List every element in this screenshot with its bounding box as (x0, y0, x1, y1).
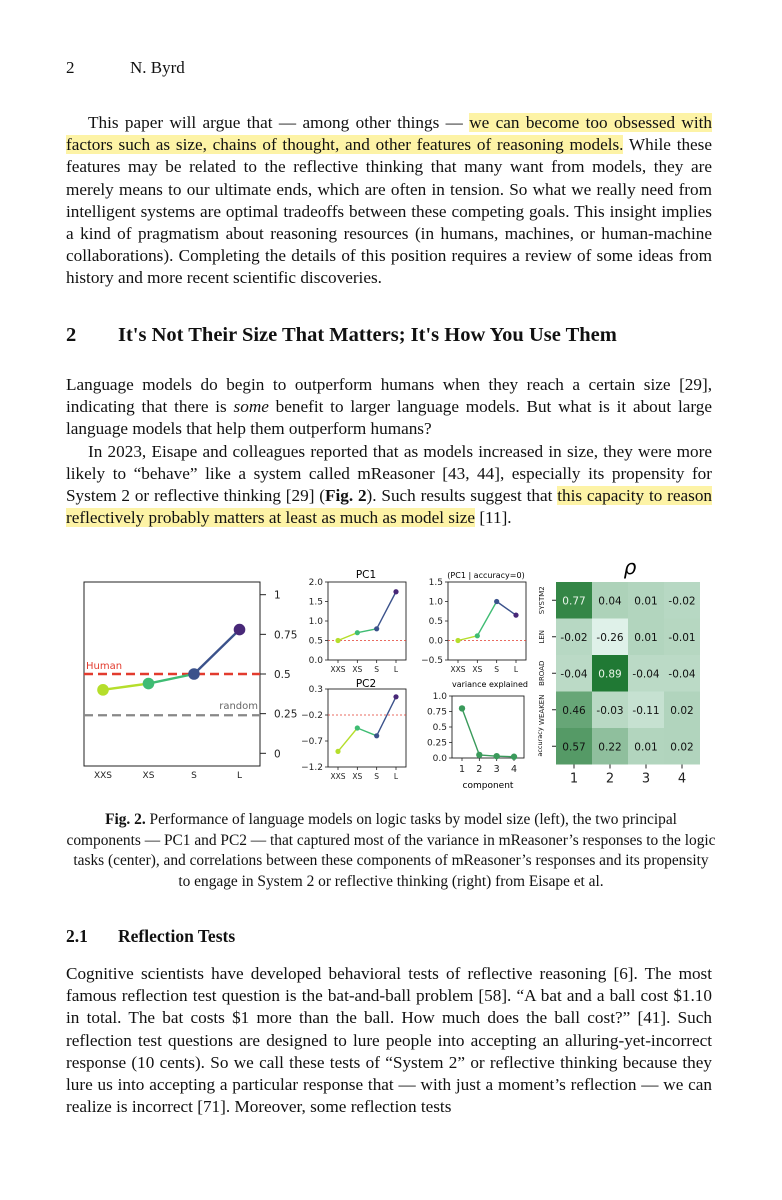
data-point (234, 624, 246, 636)
series-segment (458, 636, 477, 641)
y-tick-label: 1.5 (428, 578, 443, 588)
col-label: 4 (677, 771, 687, 787)
x-tick-label: XS (142, 771, 155, 781)
series-segment (149, 674, 195, 684)
row-label: BROAD (538, 660, 546, 686)
series-segment (357, 728, 376, 736)
y-tick-label: 0.25 (274, 708, 298, 721)
p1-text: Language models do begin to outperform humans when they reach a certain size [29], indicating that there is (66, 375, 712, 417)
heatmap-value: -0.11 (632, 704, 660, 717)
series-segment (377, 592, 396, 629)
heatmap-value: 0.02 (670, 704, 694, 717)
heatmap-value: 0.89 (598, 668, 622, 681)
y-tick-label: 0.0 (428, 636, 443, 647)
pc1-acc0-frame (448, 582, 526, 660)
series-segment (194, 630, 240, 674)
x-tick-label: L (236, 771, 243, 781)
pc2-title: PC2 (355, 678, 377, 690)
pc1-panel (309, 569, 406, 674)
data-point (97, 684, 109, 696)
heatmap-value: -0.01 (668, 631, 696, 644)
variance-xlabel: component (462, 781, 514, 791)
size-panel (84, 582, 297, 781)
reflection-text: Cognitive scientists have developed behavioral tests of reflective reasoning [6]. The most famous reflection test question is the bat-and-ball problem [58]. “A bat and a ball cost $1.10 in total. The bat costs $1 more than the ball. How much does the ball cost?” [41]. Such reflection test questions are designed to lure people into accepting an alluring-yet-incorrect response (10 cents). So we call these tests of “System 2” or reflective thinking because they lure us into accepting a particular response that — with just a moment’s reflection — we can realize is incorrect [71]. Moreover, some reflection tests (66, 964, 712, 1117)
figure-caption (66, 810, 716, 892)
data-point (188, 668, 200, 680)
x-tick-label: L (393, 772, 399, 781)
data-point (511, 754, 517, 760)
heatmap-value: 0.77 (562, 595, 586, 608)
intro-paragraph (66, 112, 712, 290)
y-tick-label: 0.5 (308, 636, 323, 647)
pc1-title: PC1 (355, 569, 377, 581)
figure-2 (0, 552, 782, 796)
x-tick-label: XS (472, 665, 483, 674)
row-label: LEN (538, 629, 546, 644)
y-tick-label: 0.5 (428, 617, 443, 627)
series-segment (357, 629, 376, 633)
data-point (513, 613, 518, 618)
x-tick-label: 3 (493, 764, 500, 775)
running-author: N. Byrd (130, 58, 185, 77)
data-point (374, 733, 379, 738)
y-tick-label: 1.0 (308, 617, 323, 627)
heatmap-value: -0.02 (668, 595, 696, 608)
y-tick-label: 0.3 (308, 685, 323, 695)
p2-highlight: this capacity to reason reflectively probably matters at least as much as model size (66, 486, 713, 528)
data-point (143, 678, 155, 690)
col-label: 2 (605, 771, 615, 787)
row-label: SYSTM2 (538, 586, 546, 615)
y-tick-label: 0.75 (274, 629, 298, 642)
heatmap-value: 0.04 (598, 595, 622, 608)
pc1-acc0-panel (421, 571, 526, 674)
data-point (476, 752, 482, 758)
heatmap-value: 0.02 (670, 741, 694, 754)
heatmap-value: -0.26 (596, 631, 624, 644)
data-point (494, 599, 499, 604)
data-point (459, 705, 465, 711)
fig-ref: Fig. 2 (324, 486, 367, 506)
x-tick-label: 2 (476, 764, 483, 775)
y-tick-label: 0 (274, 748, 281, 761)
heatmap-value: 0.57 (562, 741, 586, 754)
subsection-number: 2.1 (66, 926, 88, 946)
data-point (355, 725, 360, 730)
data-point (493, 753, 499, 759)
heatmap-value: -0.04 (560, 668, 588, 681)
subsection-title: Reflection Tests (118, 926, 236, 946)
y-tick-label: 0.5 (432, 723, 447, 733)
y-tick-label: −1.2 (301, 763, 323, 773)
variance-title: variance explained (452, 680, 528, 689)
intro-text: This paper will argue that — among other things — (88, 113, 470, 132)
variance-panel (427, 680, 528, 791)
section-title: It's Not Their Size That Matters; It's How You Use Them (118, 324, 617, 346)
p1-text-rest: benefit to larger language models. But what is it about large language models that help them outperform humans? (66, 397, 712, 439)
section-number: 2 (66, 324, 77, 346)
x-tick-label: XXS (330, 665, 346, 674)
x-tick-label: XXS (330, 772, 346, 781)
pc1-acc0-title: (PC1 | accuracy=0) (447, 571, 525, 580)
y-tick-label: 1 (274, 589, 281, 602)
intro-text-rest: While these features may be related to the reflective thinking that many want from models, they are merely means to our ultimate ends, which are often in tension. So what we really need from intelligent systems are optimal tradeoffs between these competing goals. This insight implies a kind of pragmatism about reasoning resources (in humans, machines, or human-machine collaborations). Completing the details of this position requires a review of some ideas from history and more recent scientific discoveries. (66, 135, 713, 288)
heatmap-value: 0.46 (562, 704, 586, 717)
y-tick-label: −0.7 (301, 737, 323, 747)
subsection-heading (66, 926, 235, 947)
heatmap-value: -0.04 (632, 668, 660, 681)
data-point (393, 694, 398, 699)
heatmap-value: 0.01 (634, 595, 658, 608)
p2-text-mid: ). Such results suggest that (366, 486, 558, 506)
col-label: 1 (569, 771, 579, 787)
x-tick-label: S (191, 771, 197, 781)
series-segment (103, 684, 149, 690)
series-segment (377, 697, 396, 736)
y-tick-label: 0.25 (426, 738, 447, 749)
y-tick-label: 0.0 (432, 754, 447, 764)
series-segment (338, 633, 357, 641)
p2-text: In 2023, Eisape and colleagues reported that as models increased in size, they were more likely to “behave” like a system called mReasoner [43, 44], especially its propensity for System 2 or reflective thinking [29] ( (66, 441, 712, 506)
data-point (355, 630, 360, 635)
data-point (455, 638, 460, 643)
x-tick-label: XXS (93, 771, 113, 781)
heatmap-value: 0.01 (634, 631, 658, 644)
section-body (66, 374, 712, 529)
data-point (475, 633, 480, 638)
y-tick-label: −0.2 (301, 711, 323, 721)
pc2-panel (301, 678, 406, 781)
x-tick-label: L (513, 665, 519, 674)
x-tick-label: S (494, 665, 500, 674)
series-segment (477, 602, 496, 636)
variance-frame (452, 696, 524, 758)
heatmap-ylabel: accuracy (536, 727, 544, 757)
x-tick-label: S (374, 772, 380, 781)
series-segment (338, 728, 357, 751)
data-point (335, 638, 340, 643)
y-tick-label: 0.75 (426, 707, 447, 718)
caption-text: Performance of language models on logic tasks by model size (left), the two principal components — PC1 and PC2 — that captured most of the variance in mReasoner’s responses to the logic tasks (center), and correlations between these components of mReasoner’s responses and its propensity to engage in System 2 or reflective thinking (right) from Eisape et al. (66, 811, 716, 890)
p2-text-end: [11]. (475, 508, 512, 528)
heatmap-value: 0.01 (634, 741, 658, 754)
x-tick-label: XS (352, 772, 363, 781)
y-tick-label: 0.5 (274, 669, 291, 681)
data-point (393, 589, 398, 594)
col-label: 3 (641, 771, 651, 787)
random-label: random (219, 701, 258, 713)
x-tick-label: S (374, 665, 380, 674)
section-heading (66, 324, 617, 347)
series-segment (497, 602, 516, 616)
x-tick-label: XXS (450, 665, 466, 674)
heatmap-value: -0.03 (596, 704, 624, 717)
heatmap-value: 0.22 (598, 741, 622, 754)
heatmap-panel (536, 555, 700, 787)
x-tick-label: XS (352, 665, 363, 674)
y-tick-label: 1.5 (308, 597, 323, 608)
running-header (66, 58, 185, 78)
intro-highlight: we can become too obsessed with factors such as size, chains of thought, and other features of reasoning models. (66, 113, 712, 155)
series-segment (462, 708, 479, 755)
p1-emphasis: some (233, 397, 269, 417)
y-tick-label: 2.0 (308, 578, 323, 588)
heatmap-title: ρ (623, 555, 637, 579)
x-tick-label: 1 (458, 764, 466, 775)
reflection-paragraph (66, 963, 712, 1118)
y-tick-label: 1.0 (428, 597, 443, 608)
caption-label: Fig. 2. (105, 811, 146, 828)
heatmap-value: -0.04 (668, 668, 696, 681)
page-number: 2 (66, 58, 75, 77)
data-point (335, 749, 340, 754)
heatmap-value: -0.02 (560, 631, 588, 644)
x-tick-label: 4 (510, 764, 518, 775)
y-tick-label: −0.5 (421, 656, 443, 666)
y-tick-label: 0.0 (308, 656, 323, 666)
data-point (374, 626, 379, 631)
y-tick-label: 1.0 (432, 692, 447, 702)
x-tick-label: L (393, 665, 399, 674)
human-label: Human (86, 661, 123, 672)
row-label: WEAKEN (538, 694, 546, 725)
